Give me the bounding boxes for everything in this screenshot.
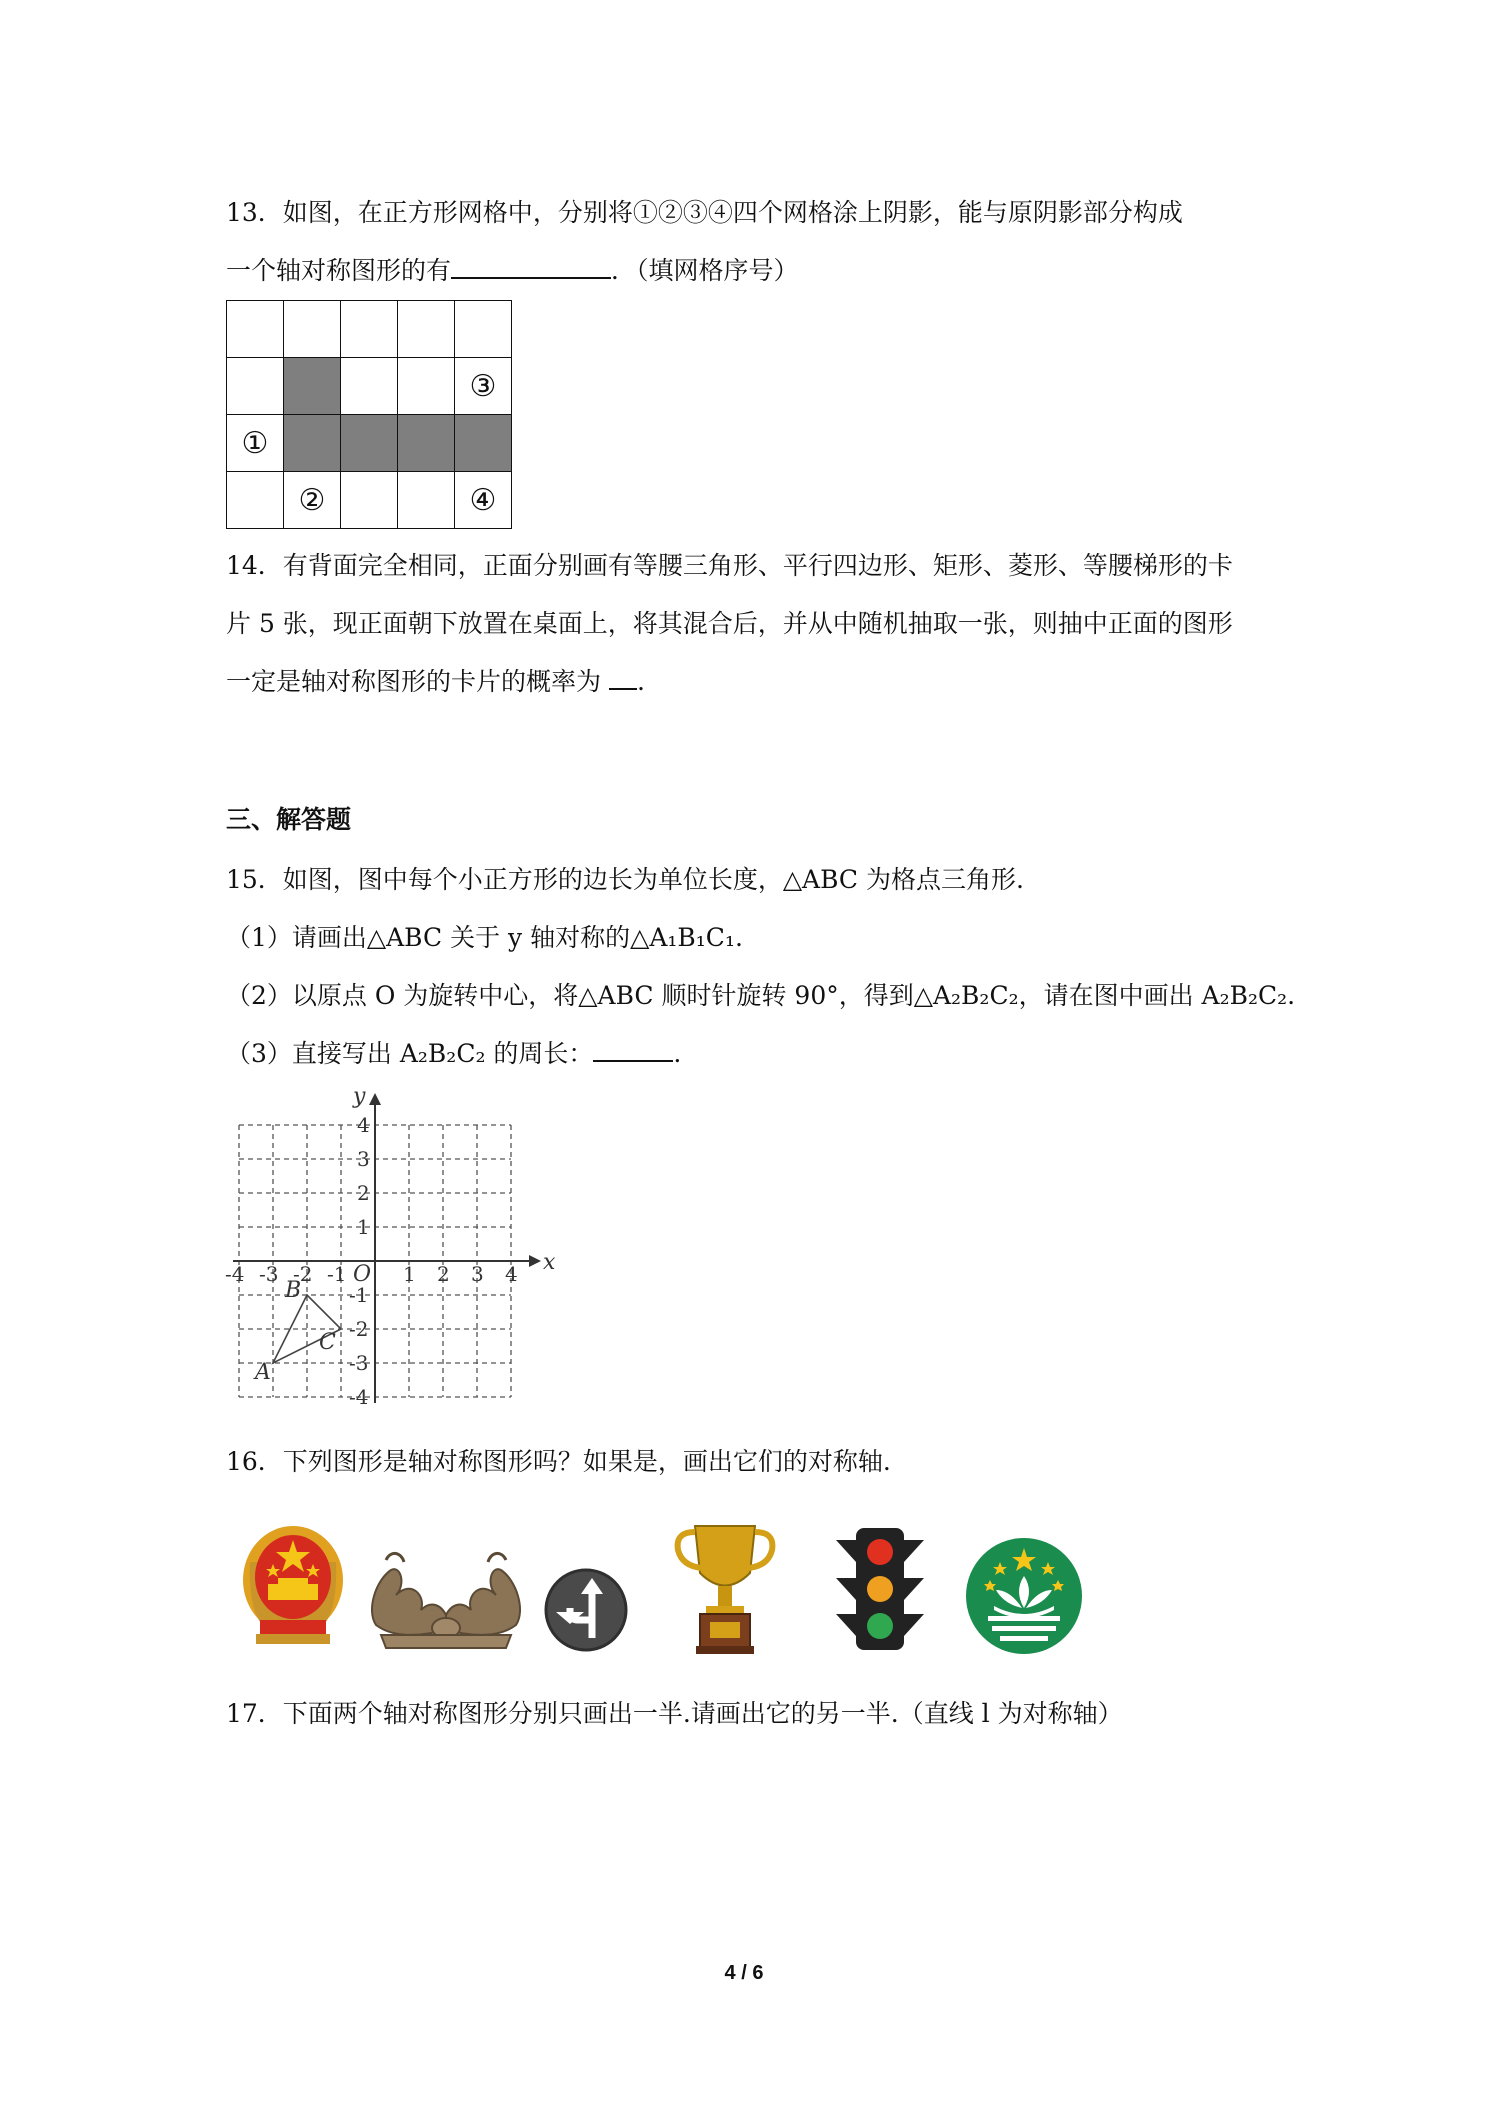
answer-blank-14[interactable]	[609, 664, 637, 690]
q15-part3-suffix: .	[673, 1039, 682, 1068]
x-tick-label: 2	[437, 1262, 450, 1286]
x-tick-label: -1	[327, 1262, 347, 1286]
grid-cell: ①	[227, 415, 284, 472]
q15-line1: 15．如图，图中每个小正方形的边长为单位长度，△ABC 为格点三角形.	[226, 865, 1024, 894]
grid-cell	[455, 415, 512, 472]
macau-flag-icon	[964, 1536, 1084, 1656]
y-axis-label: y	[353, 1090, 366, 1109]
y-tick-label: -3	[349, 1351, 369, 1375]
grid-cell	[341, 415, 398, 472]
x-tick-label: 4	[505, 1262, 518, 1286]
traffic-light-icon	[832, 1524, 928, 1654]
y-tick-label: -2	[349, 1317, 369, 1341]
x-tick-label: 1	[403, 1262, 416, 1286]
q15-part1: （1）请画出△ABC 关于 y 轴对称的△A₁B₁C₁.	[226, 923, 743, 952]
traffic-sign-left-straight-icon	[544, 1568, 628, 1652]
q15-part3-prefix: （3）直接写出 A₂B₂C₂ 的周长：	[226, 1039, 594, 1068]
grid-cell	[398, 415, 455, 472]
section-title: 三、解答题	[226, 805, 352, 834]
grid-cell	[341, 358, 398, 415]
q14-line2: 片 5 张，现正面朝下放置在桌面上，将其混合后，并从中随机抽取一张，则抽中正面的图形	[226, 609, 1233, 638]
grid-cell	[284, 358, 341, 415]
trophy-icon	[670, 1518, 780, 1658]
ornament-icon	[366, 1540, 526, 1650]
grid-cell	[227, 472, 284, 529]
q13-line2-suffix: ．（填网格序号）	[611, 256, 799, 285]
x-tick-label: 3	[471, 1262, 484, 1286]
national-emblem-icon	[238, 1522, 348, 1647]
q15-part3	[226, 1034, 681, 1070]
origin-label: O	[353, 1262, 372, 1287]
grid-row	[227, 415, 512, 472]
q14-line3-prefix: 一定是轴对称图形的卡片的概率为	[226, 667, 602, 696]
x-axis-label: x	[543, 1250, 556, 1275]
answer-blank-15[interactable]	[593, 1036, 673, 1062]
grid-cell: ②	[284, 472, 341, 529]
grid-cell	[341, 301, 398, 358]
q13-line1: 13．如图，在正方形网格中，分别将①②③④四个网格涂上阴影，能与原阴影部分构成	[226, 198, 1183, 227]
vertex-label-c: C	[319, 1330, 336, 1355]
grid-cell	[284, 415, 341, 472]
grid-row	[227, 301, 512, 358]
grid-cell	[398, 358, 455, 415]
grid-cell	[398, 472, 455, 529]
q13-grid	[226, 300, 512, 529]
grid-cell	[284, 301, 341, 358]
q17-line: 17．下面两个轴对称图形分别只画出一半.请画出它的另一半.（直线 l 为对称轴）	[226, 1699, 1123, 1728]
page-number: 4 / 6	[724, 1962, 764, 1984]
y-tick-label: 2	[357, 1181, 370, 1205]
answer-blank-13[interactable]	[451, 253, 611, 279]
y-tick-label: 3	[357, 1147, 370, 1171]
x-tick-label: -3	[259, 1262, 279, 1286]
grid-cell	[227, 358, 284, 415]
grid-cell: ④	[455, 472, 512, 529]
q13-line2-prefix: 一个轴对称图形的有	[226, 256, 452, 285]
q13-line2	[226, 251, 799, 287]
q15-part2: （2）以原点 O 为旋转中心，将△ABC 顺时针旋转 90°，得到△A₂B₂C₂，请在图中画出 A₂B₂C₂.	[226, 981, 1296, 1010]
q16-line: 16．下列图形是轴对称图形吗？如果是，画出它们的对称轴.	[226, 1447, 891, 1476]
vertex-labels	[253, 1278, 336, 1385]
y-tick-label: -1	[349, 1283, 369, 1307]
y-tick-label: -4	[349, 1385, 369, 1409]
grid-cell	[455, 301, 512, 358]
x-tick-label: -2	[293, 1262, 313, 1286]
grid-cell	[341, 472, 398, 529]
y-tick-label: 4	[357, 1113, 370, 1137]
coordinate-plane	[222, 1090, 562, 1420]
y-tick-label: 1	[357, 1215, 370, 1239]
q14-line3-suffix: .	[636, 667, 645, 696]
grid-cell	[398, 301, 455, 358]
grid-row	[227, 472, 512, 529]
x-axis-arrow	[529, 1255, 541, 1267]
grid-cell	[227, 301, 284, 358]
q14-line1: 14．有背面完全相同，正面分别画有等腰三角形、平行四边形、矩形、菱形、等腰梯形的卡	[226, 551, 1233, 580]
grid-row	[227, 358, 512, 415]
grid-cell: ③	[455, 358, 512, 415]
vertex-label-a: A	[255, 1360, 271, 1385]
q14-line3	[226, 662, 645, 698]
vertex-label-b: B	[285, 1278, 302, 1303]
y-axis-arrow	[369, 1093, 381, 1105]
x-tick-label: -4	[225, 1262, 245, 1286]
